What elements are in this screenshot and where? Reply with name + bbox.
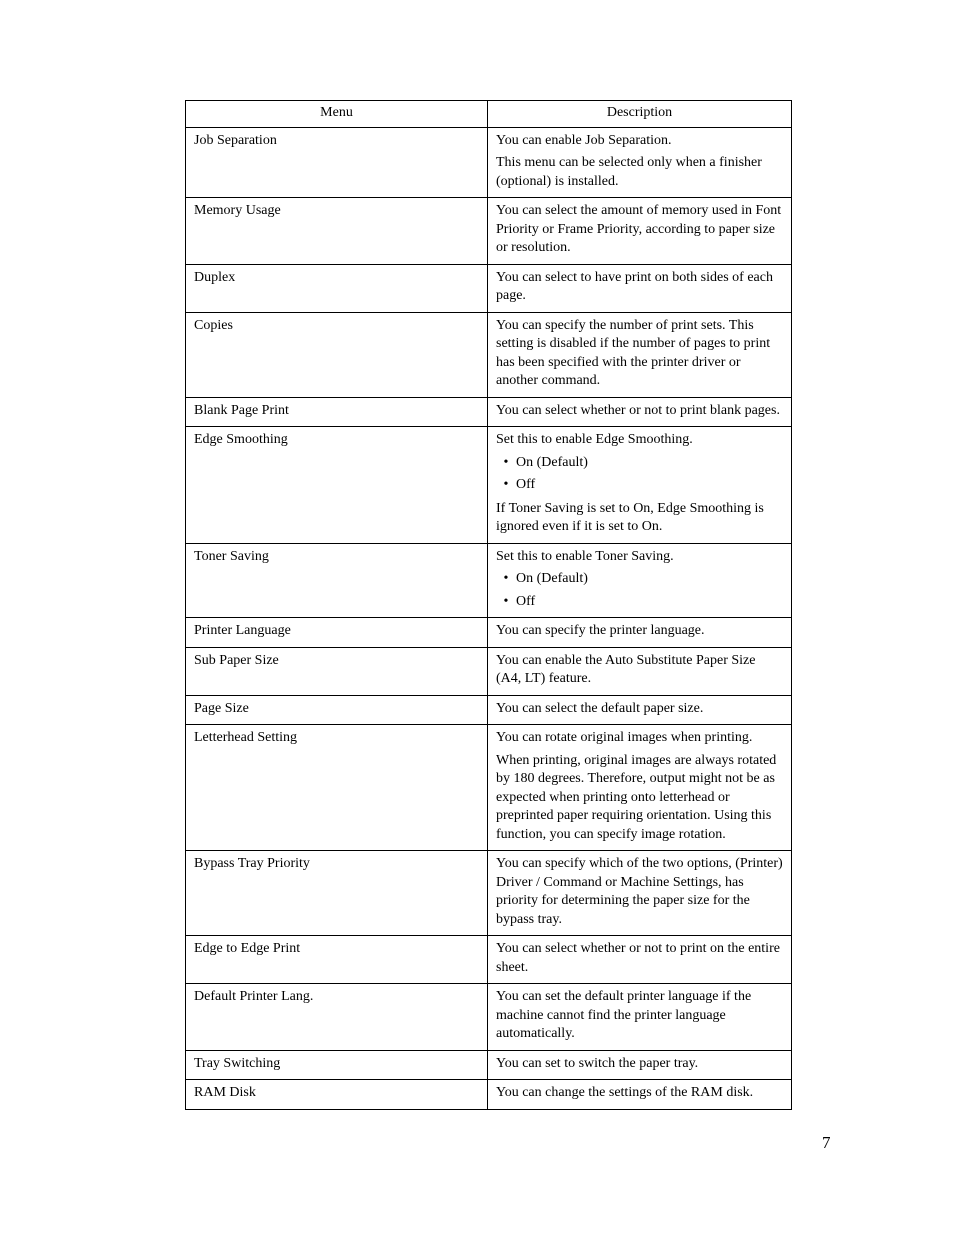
description-paragraph: Set this to enable Edge Smoothing.: [496, 432, 693, 447]
description-cell: [488, 984, 792, 1051]
bullet-item: [496, 570, 783, 589]
description-cell: [488, 1080, 792, 1110]
description-paragraph: You can select to have print on both sides of each page.: [496, 269, 773, 303]
description-paragraph: You can rotate original images when printing.: [496, 730, 753, 745]
menu-cell: Sub Paper Size: [186, 647, 488, 695]
description-paragraph: You can specify the number of print sets. This setting is disabled if the number of pages to print has been specified with the printer driver or another command.: [496, 317, 771, 388]
bullet-text: Off: [516, 593, 536, 609]
bullet-item: [496, 593, 783, 612]
description-paragraph: If Toner Saving is set to On, Edge Smoothing is ignored even if it is set to On.: [496, 500, 764, 534]
menu-cell: Bypass Tray Priority: [186, 851, 488, 936]
description-cell: [488, 427, 792, 544]
table-row: [186, 936, 792, 984]
table-row: [186, 127, 792, 198]
table-row: [186, 397, 792, 427]
description-cell: [488, 725, 792, 851]
menu-cell: Page Size: [186, 695, 488, 725]
description-paragraph: You can enable the Auto Substitute Paper Size (A4, LT) feature.: [496, 652, 756, 686]
description-cell: [488, 851, 792, 936]
description-cell: [488, 264, 792, 312]
description-paragraph: You can set the default printer language if the machine cannot find the printer language automatically.: [496, 989, 752, 1041]
menu-cell: Memory Usage: [186, 198, 488, 265]
table-row: [186, 618, 792, 648]
table-header-row: [186, 101, 792, 128]
description-cell: [488, 312, 792, 397]
description-paragraph: This menu can be selected only when a finisher (optional) is installed.: [496, 155, 762, 189]
table-row: [186, 312, 792, 397]
description-paragraph: You can change the settings of the RAM disk.: [496, 1085, 754, 1100]
description-cell: [488, 397, 792, 427]
menu-cell: Edge Smoothing: [186, 427, 488, 544]
column-header-menu: Menu: [186, 101, 488, 128]
menu-cell: Job Separation: [186, 127, 488, 198]
bullet-icon: •: [503, 571, 509, 586]
menu-cell: Default Printer Lang.: [186, 984, 488, 1051]
description-cell: [488, 647, 792, 695]
menu-cell: Blank Page Print: [186, 397, 488, 427]
description-paragraph: You can select whether or not to print on the entire sheet.: [496, 941, 780, 975]
table-row: [186, 647, 792, 695]
menu-cell: Copies: [186, 312, 488, 397]
description-paragraph: Set this to enable Toner Saving.: [496, 548, 674, 564]
bullet-icon: •: [503, 593, 509, 609]
description-paragraph: You can specify which of the two options, (Printer) Driver / Command or Machine Settings, has priority for determining the paper size for the bypass tray.: [496, 856, 783, 927]
bullet-text: On (Default): [516, 454, 588, 470]
table-row: [186, 851, 792, 936]
table-row: [186, 695, 792, 725]
description-paragraph: You can enable Job Separation.: [496, 132, 672, 148]
description-paragraph: You can select whether or not to print blank pages.: [496, 402, 780, 418]
menu-cell: Edge to Edge Print: [186, 936, 488, 984]
menu-cell: Duplex: [186, 264, 488, 312]
table-row: [186, 427, 792, 544]
table-row: [186, 1050, 792, 1080]
menu-cell: RAM Disk: [186, 1080, 488, 1110]
table-row: [186, 543, 792, 618]
table-row: [186, 264, 792, 312]
column-header-description: Description: [488, 101, 792, 128]
bullet-text: On (Default): [516, 571, 588, 586]
table-row: [186, 984, 792, 1051]
description-cell: [488, 198, 792, 265]
menu-cell: Letterhead Setting: [186, 725, 488, 851]
bullet-icon: •: [503, 454, 509, 470]
menu-cell: Tray Switching: [186, 1050, 488, 1080]
menu-cell: Toner Saving: [186, 543, 488, 618]
bullet-item: [496, 454, 783, 473]
description-paragraph: You can specify the printer language.: [496, 623, 705, 638]
table-row: [186, 1080, 792, 1110]
bullet-text: Off: [516, 477, 536, 492]
table-row: [186, 725, 792, 851]
bullet-item: [496, 476, 783, 495]
menu-cell: Printer Language: [186, 618, 488, 648]
description-paragraph: You can select the default paper size.: [496, 700, 704, 716]
description-cell: [488, 936, 792, 984]
description-cell: [488, 695, 792, 725]
description-paragraph: You can select the amount of memory used in Font Priority or Frame Priority, according to paper size or resolution.: [496, 203, 782, 255]
description-cell: [488, 543, 792, 618]
table-row: [186, 198, 792, 265]
description-cell: [488, 127, 792, 198]
description-cell: [488, 618, 792, 648]
bullet-icon: •: [503, 477, 509, 492]
description-paragraph: You can set to switch the paper tray.: [496, 1055, 699, 1071]
description-paragraph: When printing, original images are always rotated by 180 degrees. Therefore, output might not be as expected when printing onto letterhead or preprinted paper requiring orientation. Using this function, you can specify image rotation.: [496, 752, 777, 842]
page-number: 7: [822, 1133, 831, 1152]
description-cell: [488, 1050, 792, 1080]
menu-description-table: [185, 100, 792, 1110]
